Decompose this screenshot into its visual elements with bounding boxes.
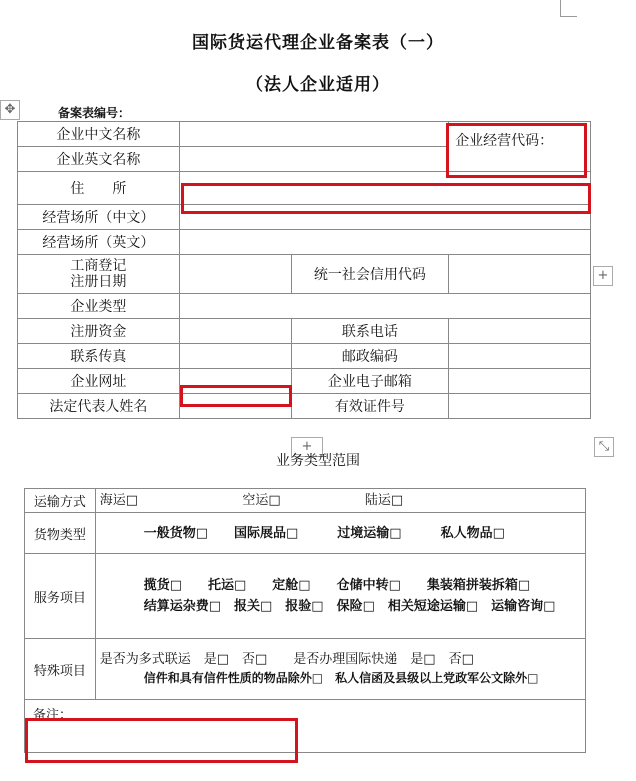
capital-value[interactable] — [179, 319, 291, 344]
site-cn-label: 经营场所（中文） — [18, 205, 180, 230]
transport-sea[interactable]: 海运□ — [99, 493, 139, 508]
website-label: 企业网址 — [18, 369, 180, 394]
address-label: 住 所 — [18, 172, 180, 205]
site-en-value[interactable] — [179, 230, 590, 255]
remark-label: 备注： — [33, 708, 73, 723]
phone-label: 联系电话 — [291, 319, 449, 344]
capital-label: 注册资金 — [18, 319, 180, 344]
service-options[interactable] — [95, 554, 585, 639]
highlight-address — [181, 183, 591, 214]
id-no-value[interactable] — [449, 394, 591, 419]
cn-name-label: 企业中文名称 — [18, 122, 180, 147]
legal-rep-label: 法定代表人姓名 — [18, 394, 180, 419]
transport-air[interactable]: 空运□ — [242, 493, 281, 508]
fax-label: 联系传真 — [18, 344, 180, 369]
reg-date-label-line1: 工商登记 — [70, 258, 127, 274]
type-label: 企业类型 — [18, 294, 180, 319]
en-name-value[interactable] — [179, 147, 448, 172]
email-label: 企业电子邮箱 — [291, 369, 449, 394]
special-label: 特殊项目 — [25, 639, 96, 700]
document-subtitle: （法人企业适用） — [246, 75, 390, 95]
goods-options[interactable]: 一般货物□ 国际展品□ 过境运输□ 私人物品□ — [95, 513, 585, 554]
id-no-label: 有效证件号 — [291, 394, 449, 419]
highlight-website — [180, 385, 292, 407]
service-line-1: 揽货□ 托运□ 定舱□ 仓储中转□ 集装箱拼装拆箱□ — [143, 578, 531, 593]
credit-code-label: 统一社会信用代码 — [291, 255, 449, 294]
add-row-icon[interactable]: + — [291, 437, 323, 457]
special-line-2: 信件和具有信件性质的物品除外□ 私人信函及县级以上党政军公文除外□ — [143, 671, 539, 685]
reg-date-label — [18, 255, 180, 294]
special-options[interactable] — [95, 639, 585, 700]
resize-table-icon[interactable]: ⤡ — [594, 437, 614, 457]
biz-code-label: 企业经营代码： — [455, 133, 554, 149]
transport-land[interactable]: 陆运□ — [364, 493, 404, 508]
special-line-1: 是否为多式联运 是□ 否□ 是否办理国际快递 是□ 否□ — [99, 652, 474, 667]
zip-label: 邮政编码 — [291, 344, 449, 369]
scope-title: 业务类型范围 — [276, 453, 360, 469]
phone-value[interactable] — [449, 319, 591, 344]
type-value[interactable] — [179, 294, 590, 319]
table-move-handle-icon[interactable]: ✥ — [0, 100, 20, 120]
site-en-label: 经营场所（英文） — [18, 230, 180, 255]
service-label: 服务项目 — [25, 554, 96, 639]
en-name-label: 企业英文名称 — [18, 147, 180, 172]
business-scope-table — [24, 488, 586, 753]
highlight-remark — [25, 718, 298, 763]
credit-code-value[interactable] — [449, 255, 591, 294]
reg-date-label-line2: 注册日期 — [70, 274, 127, 290]
email-value[interactable] — [449, 369, 591, 394]
cn-name-value[interactable] — [179, 122, 448, 147]
page-corner-mark — [560, 0, 577, 17]
form-number-label: 备案表编号： — [58, 106, 131, 120]
transport-label: 运输方式 — [25, 489, 96, 513]
service-line-2: 结算运杂费□ 报关□ 报验□ 保险□ 相关短途运输□ 运输咨询□ — [143, 599, 556, 614]
reg-date-value[interactable] — [179, 255, 291, 294]
add-column-icon[interactable]: + — [593, 266, 613, 286]
document-title: 国际货运代理企业备案表（一） — [192, 33, 444, 53]
transport-options — [95, 489, 585, 513]
fax-value[interactable] — [179, 344, 291, 369]
highlight-biz-code — [446, 123, 587, 178]
zip-value[interactable] — [449, 344, 591, 369]
goods-label: 货物类型 — [25, 513, 96, 554]
